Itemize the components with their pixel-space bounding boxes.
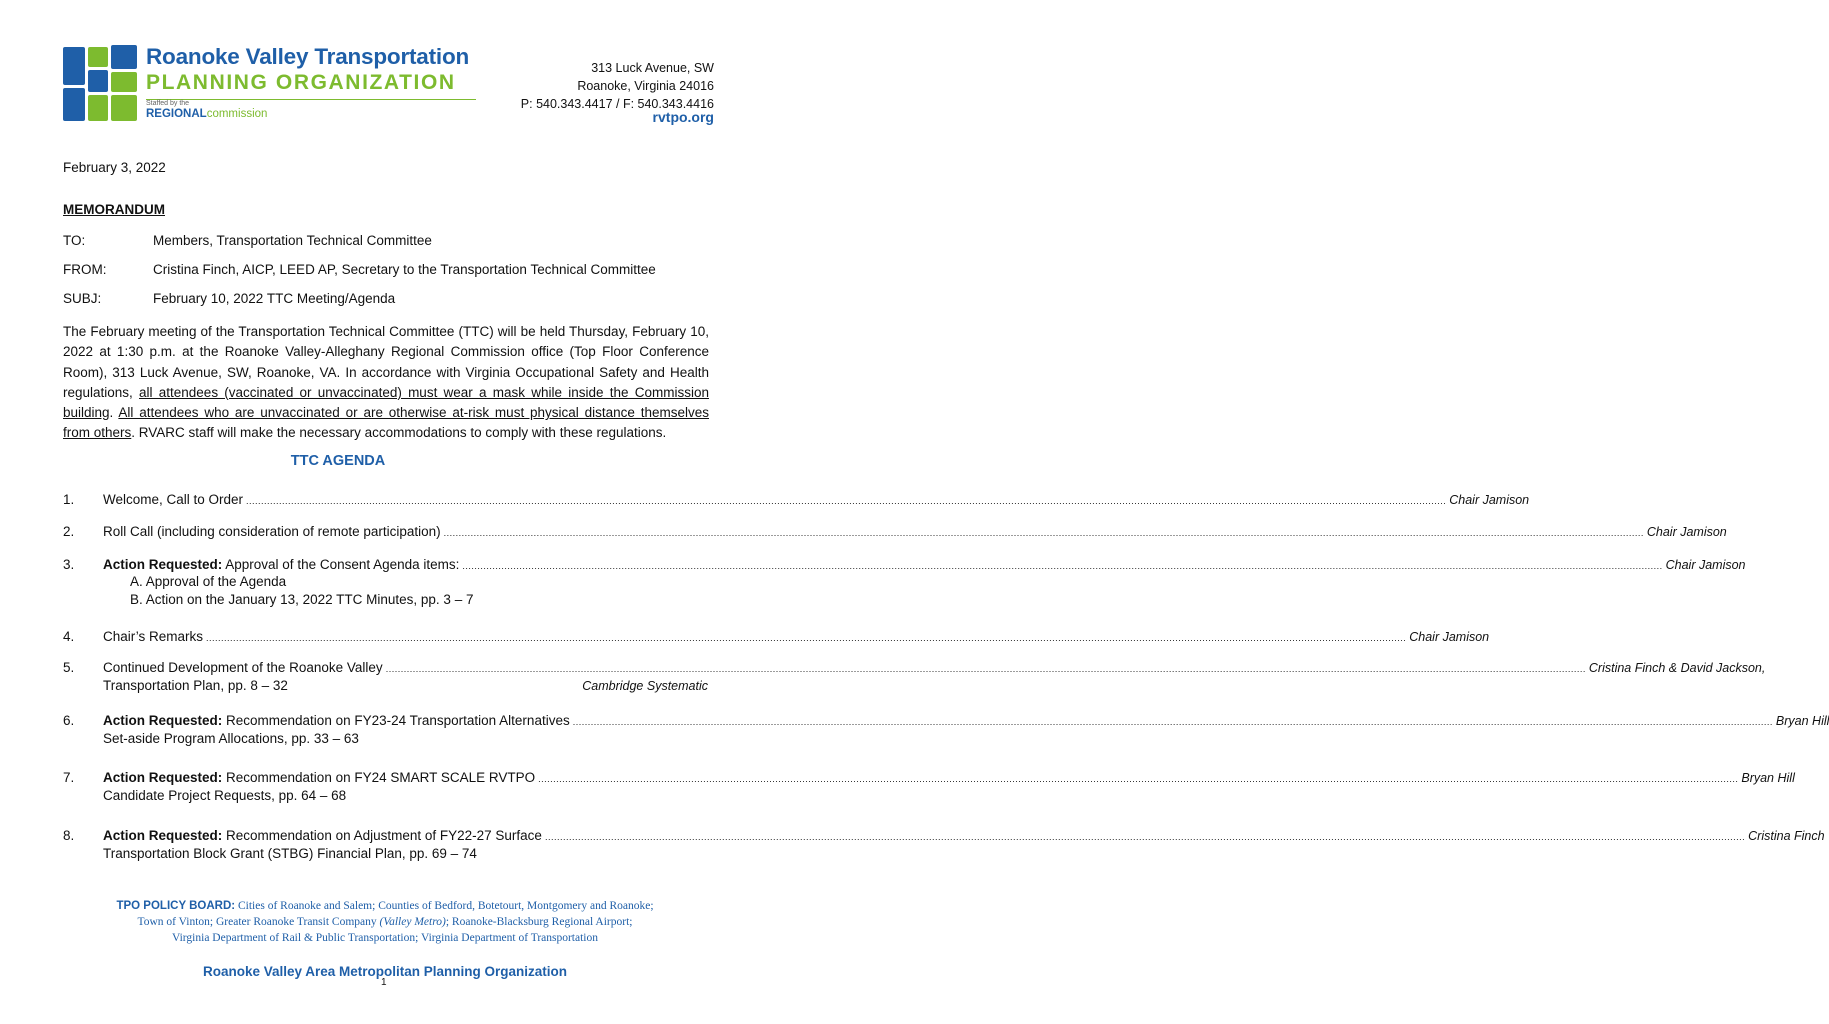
commission-text: commission: [206, 108, 268, 120]
website-link[interactable]: rvtpo.org: [652, 109, 714, 125]
address-street: 313 Luck Avenue, SW: [591, 61, 714, 75]
from-value: Cristina Finch, AICP, LEED AP, Secretary to the Transportation Technical Committee: [153, 262, 656, 277]
item-text: Recommendation on Adjustment of FY22-27 Surface: [222, 828, 542, 843]
subject-label: SUBJ:: [63, 291, 102, 306]
item-text: Roll Call (including consideration of remote participation): [103, 524, 441, 539]
to-value: Members, Transportation Technical Committee: [153, 233, 432, 248]
rvtpo-logo-icon: [63, 45, 139, 123]
paragraph-text: The February meeting of the Transportation Technical Committee (TTC) will be held Thursday, February 10, 2022 at 1:30 p.m. at the Roanoke Valley-Alleghany Regional Commission office (Top Floor Conference Room), 313 Luck Avenue, SW, Roanoke, VA. In accordance with Virginia Occupational Safety and Health regulations,: [63, 324, 709, 400]
memo-date: February 3, 2022: [63, 160, 166, 175]
item-presenter: Chair Jamison: [1409, 630, 1490, 644]
address-block: [521, 59, 714, 113]
from-label: FROM:: [63, 262, 107, 277]
item-number: 5.: [63, 660, 75, 675]
subject-value: February 10, 2022 TTC Meeting/Agenda: [153, 291, 396, 306]
item-text-line2: Transportation Plan, pp. 8 – 32: [103, 678, 288, 693]
leader-dots: ................................................................................................................................................................................................................................................................................................................................................................................................................: [462, 561, 1663, 571]
item-number: 2.: [63, 524, 75, 539]
memo-heading: MEMORANDUM: [63, 202, 165, 217]
policy-board-footer: [40, 898, 730, 946]
item-text-line2: Set-aside Program Allocations, pp. 33 – 63: [103, 731, 359, 746]
regional-commission-logo: [146, 108, 267, 120]
item-number: 8.: [63, 828, 75, 843]
item-presenter-line2: Cambridge Systematic: [582, 679, 708, 693]
logo-title: Roanoke Valley Transportation: [146, 44, 470, 69]
item-number: 4.: [63, 629, 75, 644]
paragraph-text: .: [109, 405, 119, 421]
item-presenter: Chair Jamison: [1665, 558, 1746, 572]
leader-dots: ................................................................................................................................................................................................................................................................................................................................................................................................................: [443, 528, 1644, 538]
organization-name: Roanoke Valley Area Metropolitan Planning Organization: [202, 964, 568, 979]
policy-line-2a: Town of Vinton; Greater Roanoke Transit Company: [137, 916, 380, 928]
distancing-requirement-text: All attendees who are unvaccinated or are otherwise at-risk must physical distance themselves from others: [63, 405, 709, 441]
logo-wordmark: [146, 44, 469, 96]
leader-dots: ................................................................................................................................................................................................................................................................................................................................................................................................................: [206, 633, 1407, 643]
mask-requirement-text: all attendees (vaccinated or unvaccinated) must wear a mask while inside the Commission building: [63, 384, 709, 421]
policy-line-1: Cities of Roanoke and Salem; Counties of Bedford, Botetourt, Montgomery and Roanoke;: [235, 900, 654, 912]
to-label: TO:: [63, 233, 86, 248]
item-presenter: Bryan Hill: [1775, 714, 1829, 728]
item-text: Recommendation on FY24 SMART SCALE RVTPO: [222, 770, 536, 785]
phone-fax: P: 540.343.4417 / F: 540.343.4416: [520, 97, 714, 111]
item-presenter: Chair Jamison: [1449, 493, 1530, 507]
item-presenter: Chair Jamison: [1646, 525, 1727, 539]
page-number: 1: [381, 977, 387, 988]
sub-item-b: B. Action on the January 13, 2022 TTC Minutes, pp. 3 – 7: [130, 592, 474, 607]
item-number: 6.: [63, 713, 75, 728]
leader-dots: ................................................................................................................................................................................................................................................................................................................................................................................................................: [246, 496, 1447, 506]
action-requested-label: Action Requested:: [103, 713, 223, 728]
item-presenter: Cristina Finch: [1748, 829, 1825, 843]
item-number: 1.: [63, 492, 75, 507]
action-requested-label: Action Requested:: [103, 557, 223, 572]
regional-text: REGIONAL: [146, 108, 207, 120]
leader-dots: ................................................................................................................................................................................................................................................................................................................................................................................................................: [538, 774, 1739, 784]
item-text: Continued Development of the Roanoke Valley: [103, 660, 383, 675]
meeting-paragraph: [63, 322, 709, 444]
item-number: 3.: [63, 557, 75, 572]
policy-line-3: Virginia Department of Rail & Public Transportation; Virginia Department of Transportation: [172, 932, 598, 944]
paragraph-text: . RVARC staff will make the necessary accommodations to comply with these regulations.: [131, 425, 667, 441]
logo-subtitle: PLANNING ORGANIZATION: [146, 71, 456, 94]
policy-line-2c: ; Roanoke-Blacksburg Regional Airport;: [445, 916, 633, 928]
item-text: Chair’s Remarks: [103, 629, 204, 644]
address-city: Roanoke, Virginia 24016: [577, 79, 714, 93]
staffed-by-text: Staffed by the: [146, 100, 190, 107]
leader-dots: ................................................................................................................................................................................................................................................................................................................................................................................................................: [385, 664, 1586, 674]
action-requested-label: Action Requested:: [103, 828, 223, 843]
logo-divider: [146, 99, 476, 100]
agenda-title: TTC AGENDA: [290, 453, 386, 469]
item-text-line2: Transportation Block Grant (STBG) Financial Plan, pp. 69 – 74: [103, 846, 477, 861]
policy-line-2b: (Valley Metro): [379, 916, 446, 928]
item-text: Approval of the Consent Agenda items:: [222, 557, 460, 572]
item-text-line2: Candidate Project Requests, pp. 64 – 68: [103, 788, 347, 803]
item-presenter: Cristina Finch & David Jackson,: [1588, 661, 1766, 675]
leader-dots: ................................................................................................................................................................................................................................................................................................................................................................................................................: [572, 717, 1773, 727]
item-text: Recommendation on FY23-24 Transportation Alternatives: [222, 713, 570, 728]
item-presenter: Bryan Hill: [1741, 771, 1795, 785]
sub-item-a: A. Approval of the Agenda: [130, 574, 287, 589]
policy-board-label: TPO POLICY BOARD:: [116, 900, 236, 912]
action-requested-label: Action Requested:: [103, 770, 223, 785]
item-text: Welcome, Call to Order: [103, 492, 244, 507]
item-number: 7.: [63, 770, 75, 785]
leader-dots: ................................................................................................................................................................................................................................................................................................................................................................................................................: [544, 832, 1746, 842]
